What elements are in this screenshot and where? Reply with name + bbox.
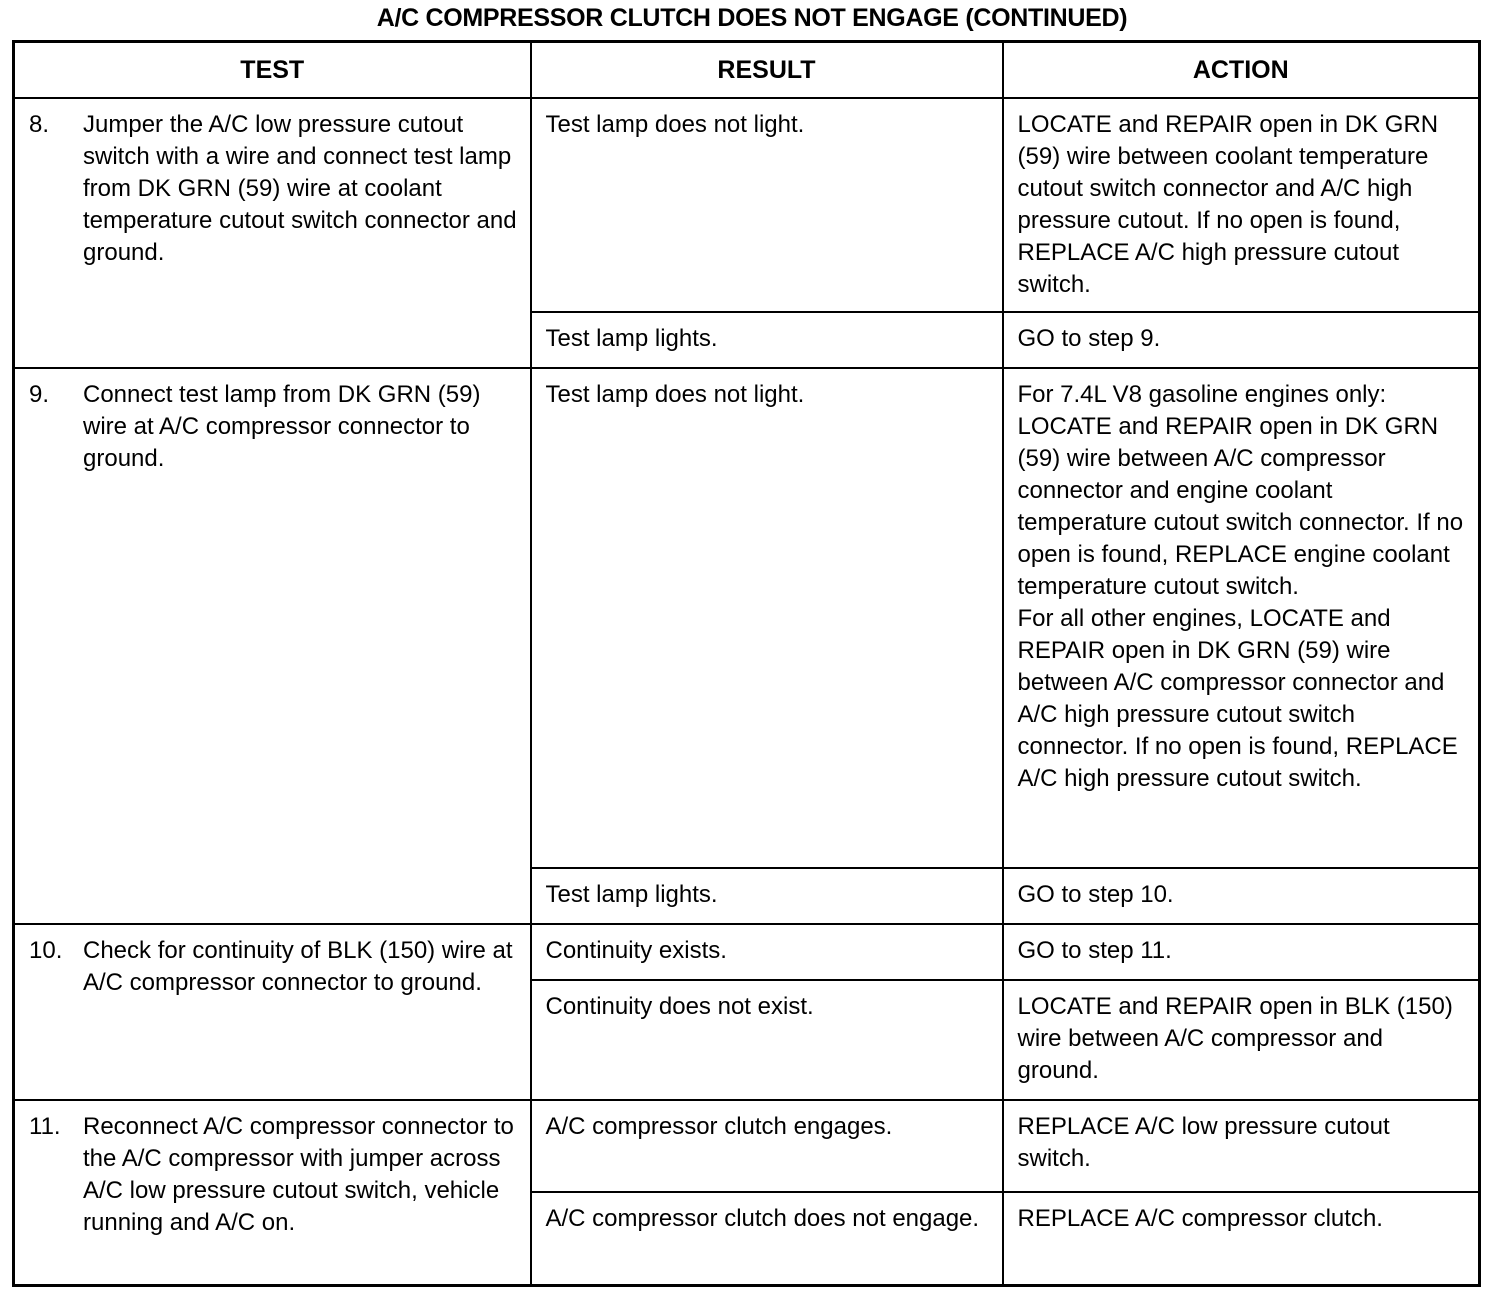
table-row bbox=[14, 924, 1480, 980]
test-text: Jumper the A/C low pressure cutout switch with a wire and connect test lamp from DK GRN (59) wire at coolant temperature cutout switch connector and ground. bbox=[83, 110, 517, 266]
result-cell: Continuity exists. bbox=[531, 924, 1003, 980]
action-cell: GO to step 9. bbox=[1003, 312, 1480, 368]
header-action: ACTION bbox=[1003, 42, 1480, 98]
action-cell: GO to step 10. bbox=[1003, 868, 1480, 924]
table-row bbox=[14, 368, 1480, 868]
page-title: A/C COMPRESSOR CLUTCH DOES NOT ENGAGE (CONTINUED) bbox=[376, 4, 1128, 32]
step-number: 8. bbox=[29, 110, 50, 138]
test-cell-step-11 bbox=[14, 1100, 531, 1286]
result-cell: Test lamp does not light. bbox=[531, 98, 1003, 312]
table-row bbox=[14, 98, 1480, 312]
test-cell-step-10 bbox=[14, 924, 531, 1100]
action-text-part-1: For 7.4L V8 gasoline engines only: LOCATE and REPAIR open in DK GRN (59) wire between A/C compressor connector and engine coolant temperature cutout switch connector. If no open is found, REPLACE engine coolant temperature cutout switch. bbox=[1017, 380, 1464, 600]
result-cell: Test lamp lights. bbox=[531, 868, 1003, 924]
result-cell: Continuity does not exist. bbox=[531, 980, 1003, 1100]
step-number: 9. bbox=[29, 380, 50, 408]
test-cell-step-8 bbox=[14, 98, 531, 368]
test-text: Connect test lamp from DK GRN (59) wire at A/C compressor connector to ground. bbox=[83, 380, 481, 472]
action-cell: GO to step 11. bbox=[1003, 924, 1480, 980]
result-cell: A/C compressor clutch does not engage. bbox=[531, 1192, 1003, 1286]
action-text-part-2: For all other engines, LOCATE and REPAIR open in DK GRN (59) wire between A/C compressor connector and A/C high pressure cutout switch connector. If no open is found, REPLACE A/C high pressure cutout switch. bbox=[1017, 604, 1458, 792]
test-text: Reconnect A/C compressor connector to the A/C compressor with jumper across A/C low pressure cutout switch, vehicle running and A/C on. bbox=[83, 1112, 514, 1236]
action-cell: LOCATE and REPAIR open in BLK (150) wire between A/C compressor and ground. bbox=[1003, 980, 1480, 1100]
header-test: TEST bbox=[14, 42, 531, 98]
action-cell: LOCATE and REPAIR open in DK GRN (59) wire between coolant temperature cutout switch connector and A/C high pressure cutout. If no open is found, REPLACE A/C high pressure cutout switch. bbox=[1003, 98, 1480, 312]
header-row bbox=[14, 42, 1480, 98]
action-cell: REPLACE A/C low pressure cutout switch. bbox=[1003, 1100, 1480, 1192]
test-cell-step-9 bbox=[14, 368, 531, 924]
test-text: Check for continuity of BLK (150) wire at A/C compressor connector to ground. bbox=[83, 936, 513, 996]
header-result: RESULT bbox=[531, 42, 1003, 98]
result-cell: Test lamp lights. bbox=[531, 312, 1003, 368]
result-cell: Test lamp does not light. bbox=[531, 368, 1003, 868]
action-cell: REPLACE A/C compressor clutch. bbox=[1003, 1192, 1480, 1286]
step-number: 11. bbox=[29, 1112, 61, 1140]
result-cell: A/C compressor clutch engages. bbox=[531, 1100, 1003, 1192]
diagnostic-table bbox=[12, 40, 1481, 1287]
step-number: 10. bbox=[29, 936, 63, 964]
table-row bbox=[14, 1100, 1480, 1192]
action-cell bbox=[1003, 368, 1480, 868]
